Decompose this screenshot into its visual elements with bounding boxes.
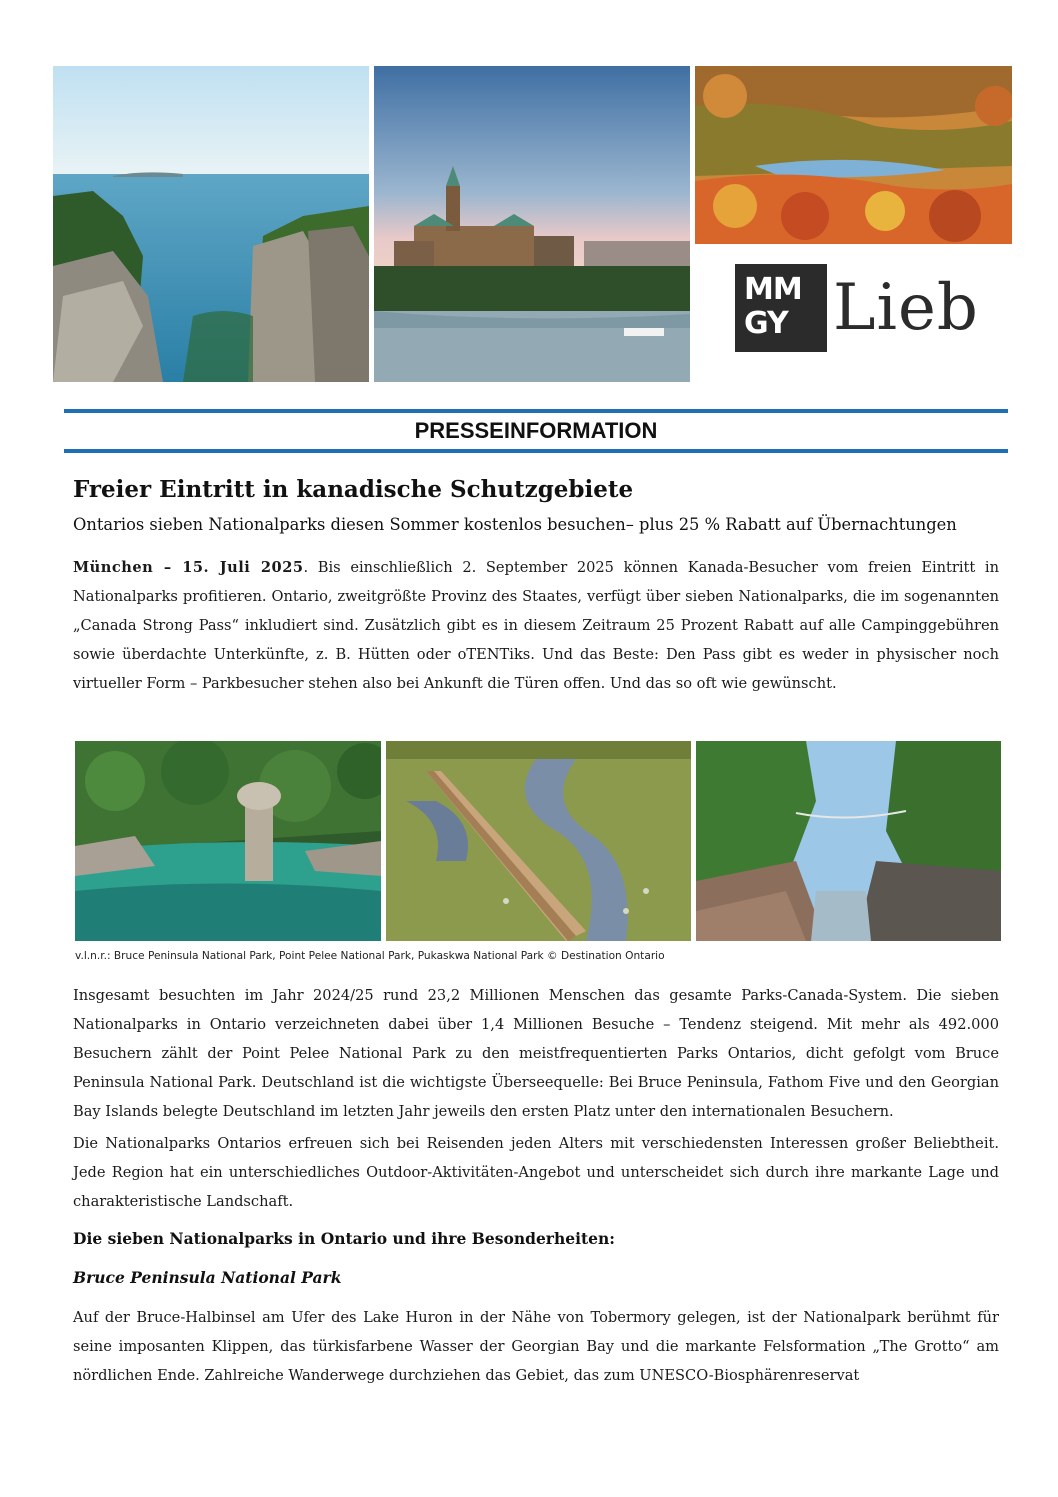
logo-line-2: GY (744, 306, 788, 341)
logo-wordmark: Lieb (833, 271, 979, 345)
banner-rule-bottom (64, 449, 1008, 453)
logo-line-1: MM (744, 272, 802, 307)
boardwalk-marsh-photo (386, 741, 691, 941)
section-heading: Die sieben Nationalparks in Ontario und ihre Besonderheiten: (73, 1229, 616, 1248)
intro-paragraph (73, 553, 999, 698)
press-banner-title: PRESSEINFORMATION (414, 418, 658, 443)
banner-rule-top (64, 409, 1008, 413)
mmgy-lieb-logo (735, 262, 979, 354)
logo-mark (735, 264, 827, 352)
park-heading-bruce-peninsula: Bruce Peninsula National Park (73, 1268, 342, 1287)
intro-text: . Bis einschließlich 2. September 2025 können Kanada-Besucher vom freien Eintritt in Nationalparks profitieren. Ontario, zweitgrößte Provinz des Staates, verfügt über sieben Nationalparks, die im sogenannten „Canada Strong Pass“ inkludiert sind. Zusätzlich gibt es in diesem Zeitraum 25 Prozent Rabatt auf alle Campinggebühren sowie überdachte Unterkünfte, z. B. Hütten oder oTENTiks. Und das Beste: Den Pass gibt es weder in physischer noch virtueller Form – Parkbesucher stehen also bei Ankunft die Türen offen. Und das so oft wie gewünscht. (73, 559, 999, 692)
photo-caption: v.l.n.r.: Bruce Peninsula National Park, Point Pelee National Park, Pukaskwa National Park © Destination Ontario (75, 950, 665, 962)
dateline: München – 15. Juli 2025 (73, 559, 304, 576)
autumn-forest-lake-photo (695, 66, 1012, 244)
paragraph-popularity: Die Nationalparks Ontarios erfreuen sich bei Reisenden jeden Alters mit verschiedensten Interessen großer Beliebtheit. Jede Region hat ein unterschiedliches Outdoor-Aktivitäten-Angebot und unterscheidet sich durch ihre markante Lage und charakteristische Landschaft. (73, 1135, 999, 1210)
paragraph-visitor-statistics: Insgesamt besuchten im Jahr 2024/25 rund 23,2 Millionen Menschen das gesamte Parks-Canada-System. Die sieben Nationalparks in Ontario verzeichneten dabei über 1,4 Millionen Besuche – Tendenz steigend. Mit mehr als 492.000 Besuchern zählt der Point Pelee National Park zu den meistfrequentierten Parks Ontarios, dicht gefolgt vom Bruce Peninsula National Park. Deutschland ist die wichtigste Überseequelle: Bei Bruce Peninsula, Fathom Five und den Georgian Bay Islands belegte Deutschland im letzten Jahr jeweils den ersten Platz unter den internationalen Besuchern. (73, 987, 999, 1120)
article-subheadline: Ontarios sieben Nationalparks diesen Sommer kostenlos besuchen– plus 25 % Rabatt auf Übernachtungen (73, 515, 957, 534)
coastal-cliffs-photo (53, 66, 369, 382)
flowerpot-island-photo (75, 741, 381, 941)
parliament-hill-photo (374, 66, 690, 382)
paragraph-bruce-peninsula: Auf der Bruce-Halbinsel am Ufer des Lake Huron in der Nähe von Tobermory gelegen, ist der Nationalpark berühmt für seine imposanten Klippen, das türkisfarbene Wasser der Georgian Bay und die markante Felsformation „The Grotto“ am nördlichen Ende. Zahlreiche Wanderwege durchziehen das Gebiet, das zum UNESCO-Biosphärenreservat (73, 1309, 999, 1384)
suspension-bridge-gorge-photo (696, 741, 1001, 941)
article-headline: Freier Eintritt in kanadische Schutzgebiete (73, 476, 634, 503)
